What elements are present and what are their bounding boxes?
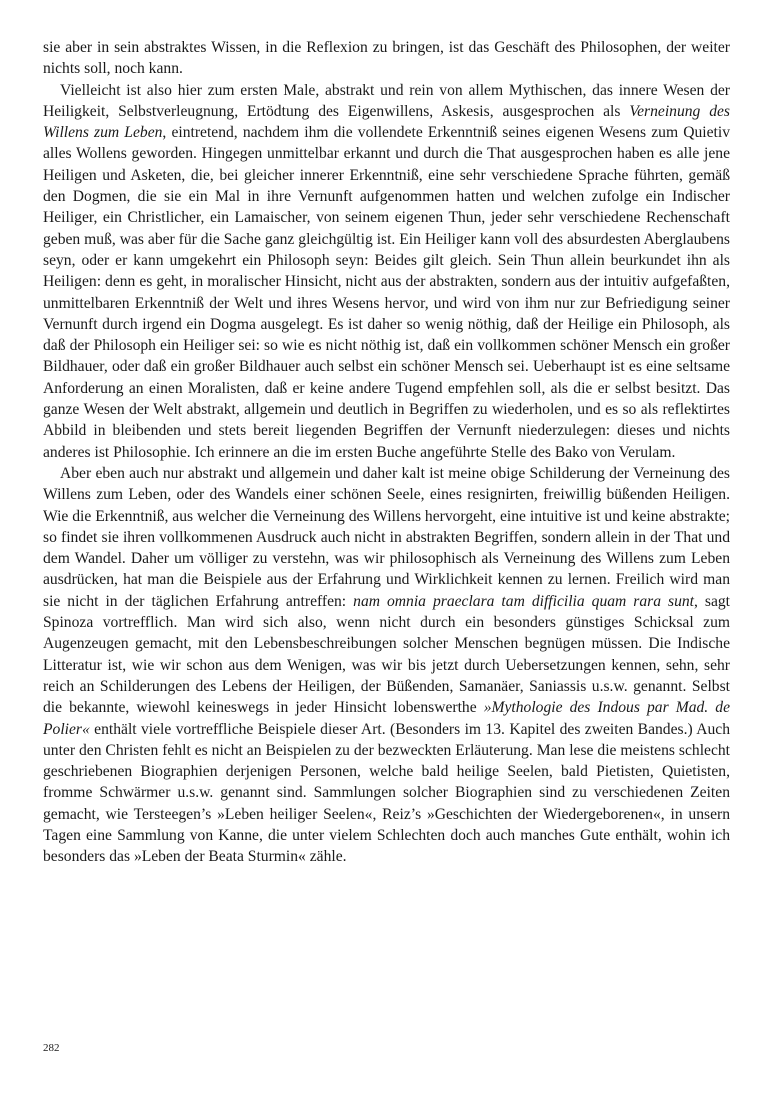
text-run: enthält viele vortreffliche Beispiele dieser Art. (Besonders im 13. Kapitel des zweiten Bandes.) Auch unter den Christen fehlt es nicht an Beispielen zu der bezweckten Erläuterung. Man lese die meistens schlecht geschriebenen Biographien derjenigen Personen, welche bald heilige Seelen, bald Pietisten, Quietisten, fromme Schwärmer u.s.w. genannt sind. Sammlungen solcher Biographien sind zu verschiedenen Zeiten gemacht, wie Tersteegen’s »Leben heiliger Seelen«, Reiz’s »Geschichten der Wiedergeborenen«, in unsern Tagen eine Sammlung von Kanne, die unter vielem Schlechten doch auch manches Gute enthält, wohin ich besonders das »Leben der Beata Sturmin« zähle. [43,720,730,866]
text-run: sie aber in sein abstraktes Wissen, in die Reflexion zu bringen, ist das Geschäft des Philosophen, der weiter nichts soll, noch kann. [43,39,730,78]
text-run: Aber eben auch nur abstrakt und allgemein und daher kalt ist meine obige Schilderung der Verneinung des Willens zum Leben, oder des Wandels einer schönen Seele, eines resignirten, freiwillig büßenden Heiligen. Wie die Erkenntniß, aus welcher die Verneinung des Willens hervorgeht, eine intuitive ist und keine abstrakte; so findet sie ihren vollkommenen Ausdruck auch nicht in abstrakten Begriffen, sondern allein in der That und dem Wandel. Daher um völliger zu verstehn, was wir philosophisch als Verneinung des Willens zum Leben ausdrücken, hat man die Beispiele aus der Erfahrung und Wirklichkeit kennen zu lernen. Freilich wird man sie nicht in der täglichen Erfahrung antreffen: [43,464,730,610]
page-number: 282 [43,1042,60,1054]
paragraph [43,80,730,463]
text-run: Vielleicht ist also hier zum ersten Male, abstrakt und rein von allem Mythischen, das innere Wesen der Heiligkeit, Selbstverleugnung, Ertödtung des Eigenwillens, Askesis, ausgesprochen als [43,81,730,120]
italic-text: Verneinung des Willens zum Leben [43,102,730,142]
page-text [43,37,730,868]
italic-text: nam omnia praeclara tam difficilia quam rara sunt [353,592,694,610]
paragraph [43,463,730,868]
paragraph [43,37,730,80]
italic-text: »Mythologie des Indous par Mad. de Polier« [43,699,730,738]
text-run: , eintretend, nachdem ihm die vollendete Erkenntniß seines eigenen Wesens zum Quietiv alles Wollens geworden. Hingegen unmittelbar erkannt und durch die That ausgesprochen haben es alle jene Heiligen und Asketen, die, bei gleicher innerer Erkenntniß, eine sehr verschiedene Sprache führten, gemäß den Dogmen, die sie ein Mal in ihre Vernunft aufgenommen hatten und welchen zufolge ein Indischer Heiliger, ein Christlicher, ein Lamaischer, von seinem eigenen Thun, jeder sehr verschiedene Rechenschaft geben muß, was aber für die Sache ganz gleichgültig ist. Ein Heiliger kann voll des absurdesten Aberglaubens seyn, oder er kann umgekehrt ein Philosoph seyn: Beides gilt gleich. Sein Thun allein beurkundet ihn als Heiligen: denn es geht, in moralischer Hinsicht, nicht aus der abstrakten, sondern aus der intuitiv aufgefaßten, unmittelbaren Erkenntniß der Welt und ihres Wesens hervor, und wird von ihm nur zur Befriedigung seiner Vernunft durch irgend ein Dogma ausgelegt. Es ist daher so wenig nöthig, daß der Heilige ein Philosoph, als daß der Philosoph ein Heiliger sei: so wie es nicht nöthig ist, daß ein vollkommen schöner Mensch ein großer Bildhauer, oder daß ein großer Bildhauer auch selbst ein schöner Mensch sei. Ueberhaupt ist es eine seltsame Anforderung an einen Moralisten, daß er keine andere Tugend empfehlen soll, als die er selbst besitzt. Das ganze Wesen der Welt abstrakt, allgemein und deutlich in Begriffen zu wiederholen, und es so als reflektirtes Abbild in bleibenden und stets bereit liegenden Begriffen der Vernunft niederzulegen: dieses und nichts anderes ist Philosophie. Ich erinnere an die im ersten Buche angeführte Stelle des Bako von Verulam. [43,124,730,461]
text-run: , sagt Spinoza vortrefflich. Man wird sich also, wenn nicht durch ein besonders günstiges Schicksal zum Augenzeugen gemacht, mit den Lebensbeschreibungen solcher Menschen begnügen müssen. Die Indische Litteratur ist, wie wir schon aus dem Wenigen, was wir bis jetzt durch Uebersetzungen kennen, sehn, sehr reich an Schilderungen des Lebens der Heiligen, der Büßenden, Samanäer, Saniassis u.s.w. genannt. Selbst die bekannte, wiewohl keineswegs in jeder Hinsicht lobenswerthe [43,592,731,717]
